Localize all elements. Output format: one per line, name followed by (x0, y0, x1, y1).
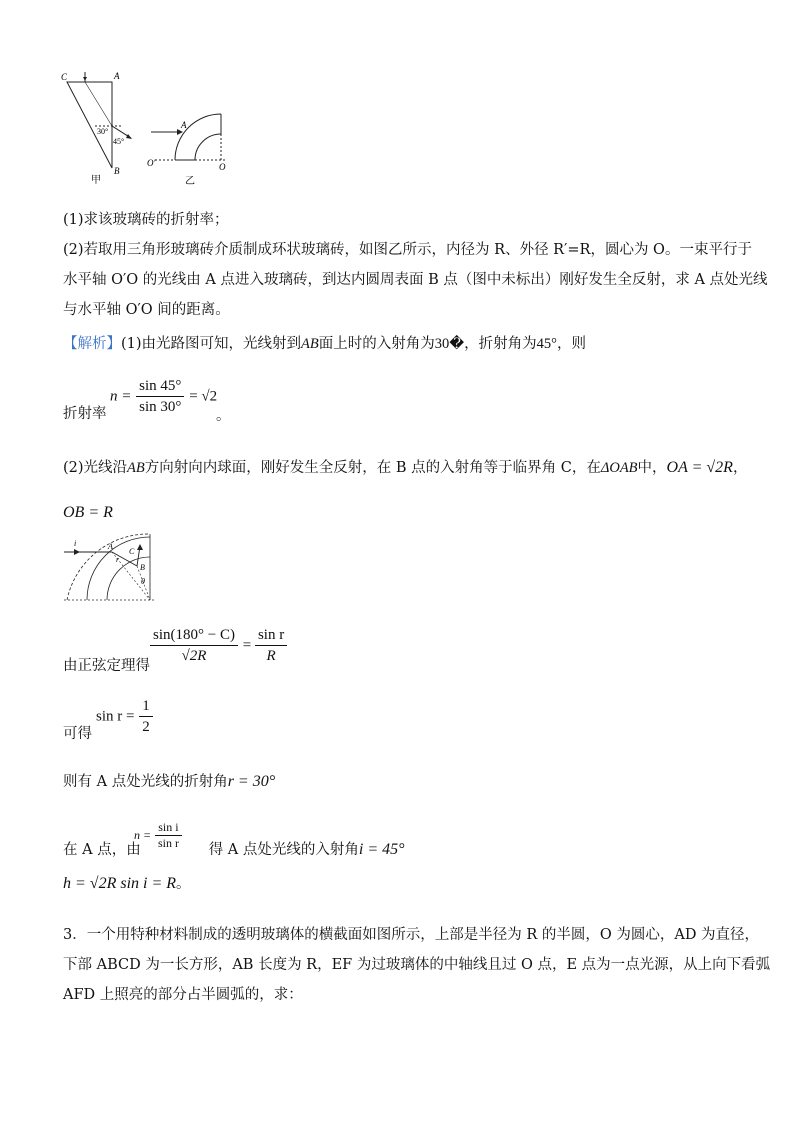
question-1: (1)求该玻璃砖的折射率； (63, 212, 229, 228)
distance-line: h = √2R sin i = R。 (63, 875, 191, 892)
svg-text:i: i (74, 539, 77, 548)
solution-tag: 【解析】 (63, 336, 121, 352)
label-a: A (114, 71, 120, 81)
arrow-right-icon (74, 549, 80, 555)
sine-theorem-label: 由正弦定理得 (63, 658, 150, 674)
figure-yi (145, 108, 235, 188)
inner-arc (195, 134, 221, 160)
svg-text:r: r (116, 555, 120, 564)
caption-yi: 乙 (185, 176, 195, 187)
problem3-line1: 3．一个用特种材料制成的透明玻璃体的横截面如图所示，上部是半径为 R 的半圆，O 为圆心，AD 为直径， (63, 927, 760, 943)
refraction-label: 折射率 (63, 406, 107, 422)
caption-jia: 甲 (91, 175, 101, 186)
question-2-line1: (2)若取用三角形玻璃砖介质制成环状玻璃砖，如图乙所示，内径为 R、外径 R′=R，圆心为 O。一束平行于 (63, 242, 752, 258)
triangle-prism (67, 82, 112, 168)
ke-label: 可得 (63, 726, 92, 742)
svg-text:θ: θ (141, 577, 145, 586)
figure-jia (55, 68, 150, 186)
label-c: C (61, 72, 68, 82)
svg-text:A: A (108, 542, 113, 551)
label-o-prime: O′ (147, 158, 156, 168)
label-b: B (114, 166, 120, 176)
snell-formula: n = $\frac{\text{sin i}}{\text{sin r}}$ (134, 820, 182, 851)
figure-solution (62, 530, 157, 602)
sinr-formula: sin r = $\frac{1}{2}$ (96, 696, 153, 737)
problem3-line3: AFD 上照亮的部分占半圆弧的，求： (63, 987, 303, 1003)
inner-ray (85, 82, 112, 126)
ob-equation: OB = R (63, 504, 113, 521)
refraction-angle-line: 则有 A 点处光线的折射角r = 30° (63, 773, 276, 790)
angle-45-label: 45° (113, 137, 125, 146)
solution-line-2: (2)光线沿AB方向射向内球面，刚好发生全反射，在 B 点的入射角等于临界角 C，在ΔOAB中，OA = √2R， (63, 459, 748, 476)
question-2-line3: 与水平轴 O′O 间的距离。 (63, 302, 230, 318)
svg-text:B: B (140, 563, 145, 572)
refraction-formula: n = $\frac{\sin 45^\circ}{\sin 30^\circ}$ = √2 (110, 378, 218, 415)
point-a-line: 在 A 点，由 得 A 点处光线的入射角i = 45° (63, 841, 405, 858)
label-a-yi: A (181, 120, 187, 130)
arrow-down-icon (83, 77, 87, 81)
question-2-line2: 水平轴 O′O 的光线由 A 点进入玻璃砖，到达内圆周表面 B 点（图中未标出）刚好发生全反射，求 A 点处光线 (63, 272, 768, 288)
arrow-up-icon (137, 544, 143, 550)
angle-30-label: 30° (97, 127, 109, 136)
label-o: O (219, 162, 226, 172)
problem3-line2: 下部 ABCD 为一长方形，AB 长度为 R，EF 为过玻璃体的中轴线且过 O 点，E 点为一点光源，从上向下看弧 (63, 957, 771, 973)
solution-line-1: 【解析】(1)由光路图可知，光线射到AB面上时的入射角为30�，折射角为45°，则 (63, 336, 586, 352)
period-1: 。 (216, 408, 231, 424)
arrow-icon (126, 134, 132, 139)
svg-text:C: C (129, 547, 135, 556)
sine-theorem-formula: $\frac{\sin(180^\circ - C)}{√2R}$ = $\frac{\text{sin r}}{R}$ (150, 625, 287, 666)
